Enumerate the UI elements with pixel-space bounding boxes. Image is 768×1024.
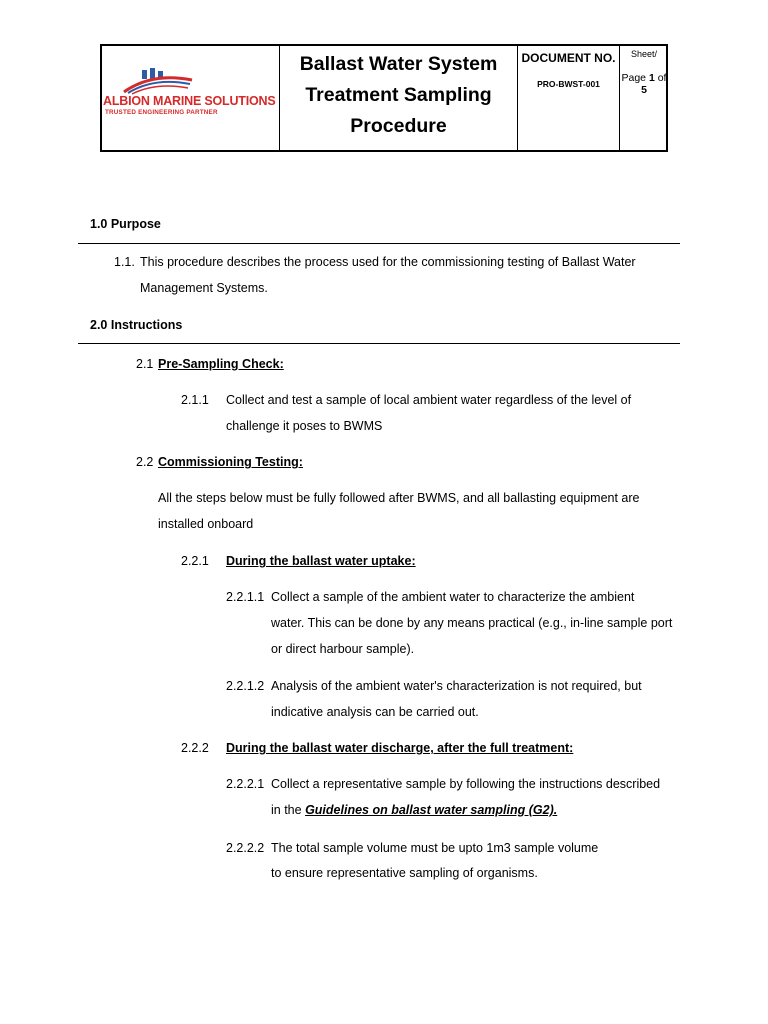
logo-cell bbox=[102, 46, 280, 150]
page-of: of bbox=[657, 72, 667, 84]
document-number-label: DOCUMENT NO. bbox=[521, 51, 616, 65]
section-2-2-2-1-line-2 bbox=[271, 802, 557, 818]
section-2-2-1-2-line-1: Analysis of the ambient water's characterization is not required, but bbox=[271, 679, 642, 693]
section-2-2-body-line-1: All the steps below must be fully followed after BWMS, and all ballasting equipment are bbox=[158, 491, 640, 505]
section-2-1-1-line-2: challenge it poses to BWMS bbox=[226, 419, 383, 433]
section-2-2-2-2-line-1: The total sample volume must be upto 1m3 sample volume bbox=[271, 841, 599, 855]
section-divider bbox=[78, 243, 680, 244]
guidelines-reference: Guidelines on ballast water sampling (G2). bbox=[305, 803, 558, 817]
section-2-2-1-1-line-1: Collect a sample of the ambient water to characterize the ambient bbox=[271, 590, 635, 604]
page-indicator bbox=[620, 72, 668, 96]
section-2-2-2-1-prefix: in the bbox=[271, 803, 302, 817]
section-2-2-body-line-2: installed onboard bbox=[158, 517, 254, 531]
company-tagline: TRUSTED ENGINEERING PARTNER bbox=[105, 109, 218, 116]
section-2-2-2-number: 2.2.2 bbox=[181, 741, 209, 755]
purpose-item-line-1: This procedure describes the process used for the commissioning testing of Ballast Water bbox=[140, 255, 636, 269]
document-number-cell bbox=[518, 46, 620, 150]
title-line-2: Treatment Sampling bbox=[305, 84, 492, 106]
section-2-1-1-number: 2.1.1 bbox=[181, 393, 209, 407]
section-2-2-2-title: During the ballast water discharge, after the full treatment: bbox=[226, 741, 574, 755]
section-2-2-1-1-line-2: water. This can be done by any means practical (e.g., in-line sample port bbox=[271, 616, 673, 630]
title-cell bbox=[280, 46, 518, 150]
section-2-2-1-title: During the ballast water uptake: bbox=[226, 554, 416, 568]
page-prefix: Page bbox=[621, 72, 647, 84]
section-2-2-1-2-line-2: indicative analysis can be carried out. bbox=[271, 705, 479, 719]
title-line-3: Procedure bbox=[350, 115, 447, 137]
section-2-1-number: 2.1 bbox=[136, 357, 154, 371]
purpose-item-number: 1.1. bbox=[114, 255, 135, 269]
section-2-2-title: Commissioning Testing: bbox=[158, 455, 303, 469]
section-2-2-number: 2.2 bbox=[136, 455, 154, 469]
section-2-2-1-2-number: 2.2.1.2 bbox=[226, 679, 265, 693]
purpose-heading: 1.0 Purpose bbox=[90, 217, 161, 231]
section-2-2-2-1-number: 2.2.2.1 bbox=[226, 777, 265, 791]
sheet-label: Sheet/ bbox=[630, 49, 658, 59]
page-total: 5 bbox=[641, 84, 647, 96]
section-2-2-2-1-line-1: Collect a representative sample by following the instructions described bbox=[271, 777, 661, 791]
purpose-item-line-2: Management Systems. bbox=[140, 281, 268, 295]
page-current: 1 bbox=[648, 72, 655, 84]
section-divider bbox=[78, 343, 680, 344]
section-2-2-2-2-line-2: to ensure representative sampling of organisms. bbox=[271, 866, 538, 880]
document-title bbox=[280, 49, 517, 142]
ship-logo-icon bbox=[122, 66, 194, 96]
section-2-1-title: Pre-Sampling Check: bbox=[158, 357, 284, 371]
instructions-heading: 2.0 Instructions bbox=[90, 318, 183, 332]
company-name: ALBION MARINE SOLUTIONS bbox=[103, 94, 276, 108]
sheet-cell bbox=[620, 46, 668, 150]
section-2-1-1-line-1: Collect and test a sample of local ambient water regardless of the level of bbox=[226, 393, 632, 407]
section-2-2-1-number: 2.2.1 bbox=[181, 554, 209, 568]
document-number: PRO-BWST-001 bbox=[537, 79, 600, 89]
title-line-1: Ballast Water System bbox=[299, 53, 498, 75]
section-2-2-1-1-number: 2.2.1.1 bbox=[226, 590, 265, 604]
section-2-2-2-2-number: 2.2.2.2 bbox=[226, 841, 265, 855]
document-header bbox=[100, 44, 668, 152]
section-2-2-1-1-line-3: or direct harbour sample). bbox=[271, 642, 415, 656]
